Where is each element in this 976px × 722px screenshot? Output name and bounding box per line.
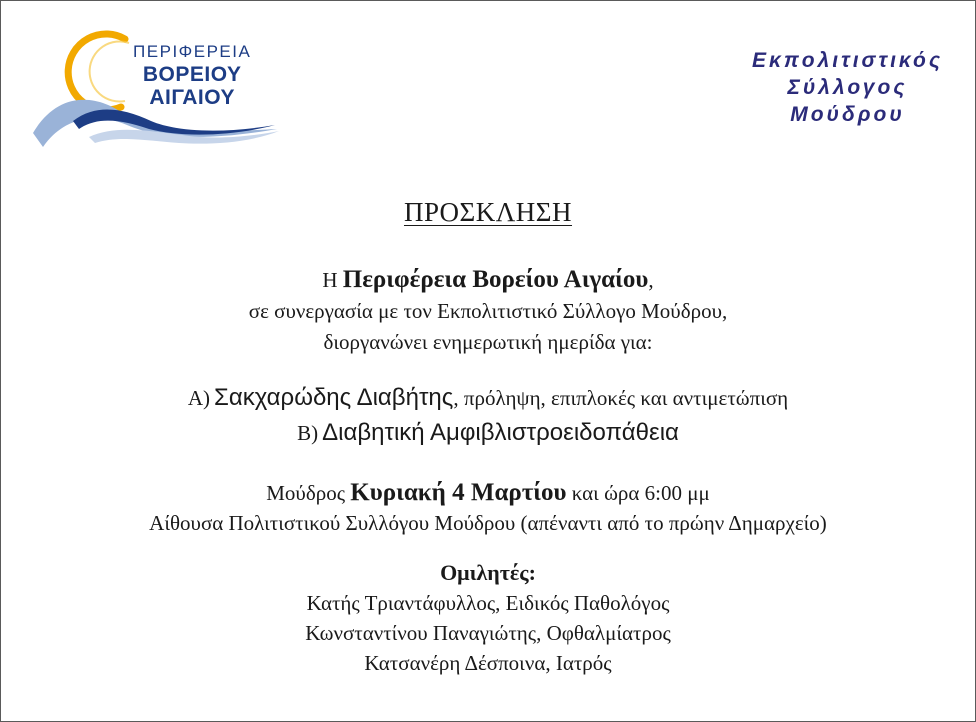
topic-detail: , πρόληψη, επιπλοκές και αντιμετώπιση — [453, 386, 789, 410]
intro-comma: , — [648, 268, 654, 292]
event-place: Μούδρος — [266, 481, 346, 505]
speaker-item: Κατής Τριαντάφυλλος, Ειδικός Παθολόγος — [306, 591, 670, 615]
intro-paragraph — [1, 264, 975, 358]
region-logo-text — [133, 43, 251, 108]
event-date: Κυριακή 4 Μαρτίου — [350, 479, 567, 506]
logo-line-3: ΑΙΓΑΙΟΥ — [149, 86, 235, 109]
event-details — [1, 478, 975, 538]
topic-label: Β) — [297, 421, 319, 445]
event-venue: Αίθουσα Πολιτιστικού Συλλόγου Μούδρου (απέναντι από το πρώην Δημαρχείο) — [149, 511, 827, 535]
intro-line-2: σε συνεργασία με τον Εκπολιτιστικό Σύλλογο Μούδρου, — [248, 299, 728, 323]
speaker-item: Κωνσταντίνου Παναγιώτης, Οφθαλμίατρος — [305, 621, 671, 645]
speakers-heading: Ομιλητές: — [440, 560, 536, 585]
intro-line-3: διοργανώνει ενημερωτική ημερίδα για: — [323, 330, 653, 354]
logo-line-2: ΒΟΡΕΙΟΥ — [142, 63, 242, 86]
topic-item — [1, 417, 975, 452]
event-when — [1, 478, 975, 508]
topic-label: Α) — [187, 386, 211, 410]
event-time: και ώρα 6:00 μμ — [571, 481, 710, 505]
association-line-2: Σύλλογος — [787, 76, 908, 99]
speaker-item: Κατσανέρη Δέσποινα, Ιατρός — [364, 651, 612, 675]
topic-title: Διαβητική Αμφιβλιστροειδοπάθεια — [322, 419, 679, 446]
logo-line-1: ΠΕΡΙΦΕΡΕΙΑ — [133, 42, 252, 61]
association-name — [752, 47, 943, 128]
topic-title: Σακχαρώδης Διαβήτης — [214, 384, 454, 411]
topics-list — [1, 382, 975, 452]
speakers-section — [1, 558, 975, 678]
invitation-body — [1, 197, 975, 678]
topic-item — [1, 382, 975, 417]
region-logo — [29, 29, 281, 151]
invitation-title: ΠΡΟΣΚΛΗΣΗ — [403, 197, 573, 227]
intro-prefix: Η — [322, 268, 338, 292]
organizer-name: Περιφέρεια Βορείου Αιγαίου — [342, 266, 649, 293]
association-line-1: Εκπολιτιστικός — [751, 49, 943, 72]
intro-line-1 — [1, 264, 975, 296]
association-line-3: Μούδρου — [790, 103, 905, 126]
